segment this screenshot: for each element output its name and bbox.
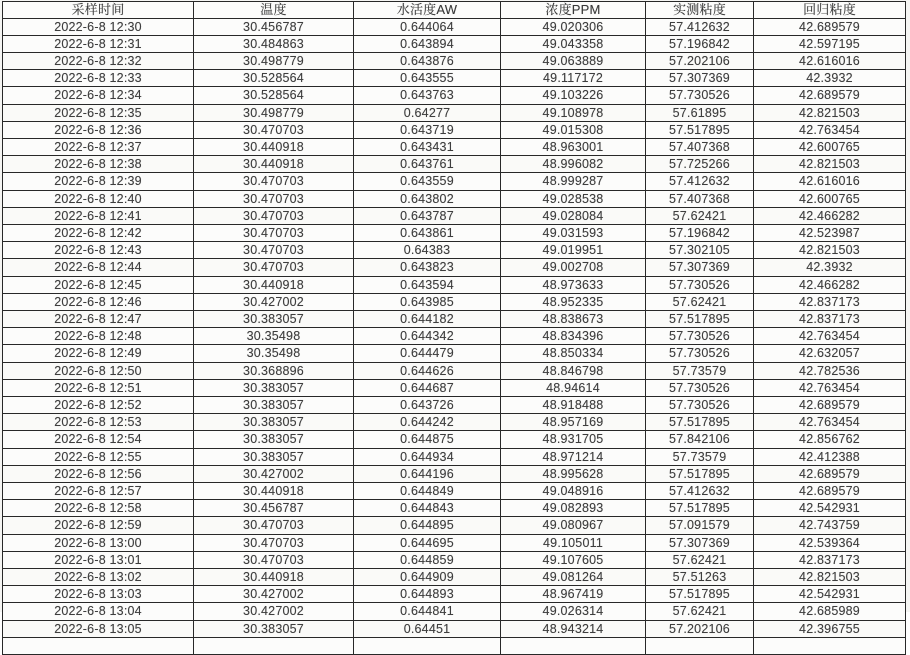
table-cell: 57.517895: [646, 310, 754, 327]
table-cell: 30.427002: [194, 465, 354, 482]
table-cell: 57.61895: [646, 104, 754, 121]
table-cell: 49.019951: [501, 242, 646, 259]
table-cell: 42.542931: [754, 500, 906, 517]
table-cell: 49.028538: [501, 190, 646, 207]
table-cell: 30.470703: [194, 121, 354, 138]
table-cell: 2022-6-8 12:31: [3, 35, 194, 52]
table-row: [3, 87, 906, 104]
table-cell: 0.644342: [354, 328, 501, 345]
table-row: [3, 362, 906, 379]
table-cell: 30.440918: [194, 569, 354, 586]
table-cell: 48.963001: [501, 138, 646, 155]
table-cell: 42.539364: [754, 534, 906, 551]
table-cell: 57.202106: [646, 620, 754, 637]
table-cell: 0.643823: [354, 259, 501, 276]
table-cell: 0.644934: [354, 448, 501, 465]
table-cell: 48.94614: [501, 379, 646, 396]
column-header: 水活度AW: [354, 2, 501, 19]
column-header: 回归粘度: [754, 2, 906, 19]
data-table: [2, 1, 906, 655]
table-cell: 57.196842: [646, 35, 754, 52]
table-cell: 42.782536: [754, 362, 906, 379]
table-row: [3, 190, 906, 207]
table-cell: 2022-6-8 13:02: [3, 569, 194, 586]
table-cell: 42.821503: [754, 104, 906, 121]
table-row: [3, 551, 906, 568]
table-cell: 2022-6-8 12:54: [3, 431, 194, 448]
table-cell: 42.837173: [754, 310, 906, 327]
table-cell: 42.685989: [754, 603, 906, 620]
table-cell: 2022-6-8 12:32: [3, 52, 194, 69]
table-cell: 49.026314: [501, 603, 646, 620]
table-cell: 57.730526: [646, 87, 754, 104]
table-cell: 2022-6-8 12:55: [3, 448, 194, 465]
table-cell: 49.043358: [501, 35, 646, 52]
table-cell: 42.837173: [754, 551, 906, 568]
table-cell: 49.048916: [501, 482, 646, 499]
table-cell: 30.528564: [194, 70, 354, 87]
table-cell: 0.644843: [354, 500, 501, 517]
table-cell: 42.763454: [754, 379, 906, 396]
table-cell: 57.725266: [646, 156, 754, 173]
table-cell: 42.3932: [754, 70, 906, 87]
table-cell: 30.470703: [194, 551, 354, 568]
table-cell: 2022-6-8 12:49: [3, 345, 194, 362]
table-cell: 57.62421: [646, 207, 754, 224]
table-row: [3, 500, 906, 517]
table-cell: 2022-6-8 12:34: [3, 87, 194, 104]
table-cell: 30.470703: [194, 224, 354, 241]
table-cell: 0.643861: [354, 224, 501, 241]
table-cell: 57.730526: [646, 345, 754, 362]
table-cell: 49.081264: [501, 569, 646, 586]
table-cell: 0.644841: [354, 603, 501, 620]
table-cell: 2022-6-8 12:53: [3, 414, 194, 431]
table-row: [3, 173, 906, 190]
table-cell: 0.64451: [354, 620, 501, 637]
table-row: [3, 328, 906, 345]
table-cell: 57.62421: [646, 551, 754, 568]
table-cell: 48.967419: [501, 586, 646, 603]
table-cell: 2022-6-8 12:50: [3, 362, 194, 379]
table-cell: 42.689579: [754, 465, 906, 482]
table-cell: 0.64277: [354, 104, 501, 121]
table-cell: 30.470703: [194, 242, 354, 259]
table-cell: 42.396755: [754, 620, 906, 637]
table-cell: 48.971214: [501, 448, 646, 465]
table-cell: 57.407368: [646, 138, 754, 155]
table-cell: 42.763454: [754, 121, 906, 138]
table-row: [3, 586, 906, 603]
table-row: [3, 379, 906, 396]
table-row: [3, 18, 906, 35]
table-cell: 0.643763: [354, 87, 501, 104]
table-cell: 2022-6-8 12:33: [3, 70, 194, 87]
table-cell: 2022-6-8 12:35: [3, 104, 194, 121]
table-cell: 42.821503: [754, 242, 906, 259]
table-cell: 2022-6-8 12:38: [3, 156, 194, 173]
table-cell: 48.996082: [501, 156, 646, 173]
table-cell: 2022-6-8 12:46: [3, 293, 194, 310]
table-cell: 0.643802: [354, 190, 501, 207]
table-cell: 30.368896: [194, 362, 354, 379]
table-cell: 57.302105: [646, 242, 754, 259]
table-cell: 30.383057: [194, 620, 354, 637]
table-cell: 0.644875: [354, 431, 501, 448]
table-cell: 57.51263: [646, 569, 754, 586]
table-cell: 30.484863: [194, 35, 354, 52]
table-cell: 49.028084: [501, 207, 646, 224]
table-cell: 42.523987: [754, 224, 906, 241]
table-cell: 49.002708: [501, 259, 646, 276]
table-cell: 2022-6-8 12:51: [3, 379, 194, 396]
table-cell: 57.730526: [646, 276, 754, 293]
table-cell: 48.999287: [501, 173, 646, 190]
table-cell: 57.412632: [646, 482, 754, 499]
table-row: [3, 396, 906, 413]
column-header: 实测粘度: [646, 2, 754, 19]
table-cell: 49.031593: [501, 224, 646, 241]
table-cell: 48.846798: [501, 362, 646, 379]
table-header: [3, 2, 906, 19]
table-cell: 42.837173: [754, 293, 906, 310]
table-cell: 48.838673: [501, 310, 646, 327]
table-cell: 48.995628: [501, 465, 646, 482]
table-cell: 30.383057: [194, 379, 354, 396]
table-cell: 2022-6-8 12:40: [3, 190, 194, 207]
table-cell: 2022-6-8 13:04: [3, 603, 194, 620]
table-row: [3, 259, 906, 276]
table-cell: 57.517895: [646, 414, 754, 431]
table-cell: 30.470703: [194, 190, 354, 207]
table-row: [3, 242, 906, 259]
table-cell: 30.35498: [194, 328, 354, 345]
table-cell: 48.931705: [501, 431, 646, 448]
table-cell: 57.196842: [646, 224, 754, 241]
table-cell: 2022-6-8 13:03: [3, 586, 194, 603]
table-cell: 49.082893: [501, 500, 646, 517]
table-cell: 42.763454: [754, 328, 906, 345]
table-cell: 30.470703: [194, 259, 354, 276]
table-cell: 49.020306: [501, 18, 646, 35]
table-cell: 57.407368: [646, 190, 754, 207]
table-row: [3, 465, 906, 482]
table-cell: 57.730526: [646, 379, 754, 396]
table-cell: 0.64383: [354, 242, 501, 259]
table-cell: 42.542931: [754, 586, 906, 603]
table-cell: 0.644687: [354, 379, 501, 396]
table-row: [3, 310, 906, 327]
table-cell: 30.427002: [194, 293, 354, 310]
table-cell: 57.202106: [646, 52, 754, 69]
table-cell: 49.015308: [501, 121, 646, 138]
table-cell: 2022-6-8 12:30: [3, 18, 194, 35]
table-cell: 57.517895: [646, 500, 754, 517]
table-cell: [194, 637, 354, 654]
table-cell: 30.470703: [194, 517, 354, 534]
table-row: [3, 534, 906, 551]
table-cell: 48.943214: [501, 620, 646, 637]
table-cell: 0.643559: [354, 173, 501, 190]
table-cell: 48.973633: [501, 276, 646, 293]
table-cell: 42.856762: [754, 431, 906, 448]
table-cell: 0.644182: [354, 310, 501, 327]
table-cell: 2022-6-8 13:05: [3, 620, 194, 637]
table-row: [3, 482, 906, 499]
table-cell: 2022-6-8 12:47: [3, 310, 194, 327]
table-cell: 30.528564: [194, 87, 354, 104]
table-cell: 42.412388: [754, 448, 906, 465]
table-cell: 30.427002: [194, 586, 354, 603]
table-cell: 2022-6-8 12:36: [3, 121, 194, 138]
table-cell: 0.644626: [354, 362, 501, 379]
table-cell: [501, 637, 646, 654]
table-cell: 57.73579: [646, 448, 754, 465]
table-cell: 30.470703: [194, 534, 354, 551]
table-cell: 57.73579: [646, 362, 754, 379]
table-cell: 30.440918: [194, 276, 354, 293]
table-cell: 30.456787: [194, 18, 354, 35]
table-cell: 42.616016: [754, 52, 906, 69]
table-cell: 57.517895: [646, 465, 754, 482]
table-row: [3, 569, 906, 586]
table-cell: 48.850334: [501, 345, 646, 362]
table-row: [3, 35, 906, 52]
table-row: [3, 620, 906, 637]
table-row: [3, 637, 906, 654]
table-cell: 2022-6-8 13:00: [3, 534, 194, 551]
table-cell: 49.063889: [501, 52, 646, 69]
table-cell: 30.383057: [194, 396, 354, 413]
table-cell: 42.743759: [754, 517, 906, 534]
table-cell: 30.498779: [194, 52, 354, 69]
table-cell: 0.644859: [354, 551, 501, 568]
table-row: [3, 517, 906, 534]
table-cell: 2022-6-8 13:01: [3, 551, 194, 568]
table-cell: 57.842106: [646, 431, 754, 448]
table-cell: 42.689579: [754, 18, 906, 35]
table-cell: 0.644909: [354, 569, 501, 586]
table-cell: 42.763454: [754, 414, 906, 431]
table-cell: 2022-6-8 12:44: [3, 259, 194, 276]
table-cell: 0.643594: [354, 276, 501, 293]
table-cell: 2022-6-8 12:43: [3, 242, 194, 259]
table-cell: 57.307369: [646, 259, 754, 276]
table-cell: 42.3932: [754, 259, 906, 276]
table-cell: 2022-6-8 12:37: [3, 138, 194, 155]
table-cell: 42.600765: [754, 190, 906, 207]
table-row: [3, 414, 906, 431]
table-cell: 0.643876: [354, 52, 501, 69]
table-cell: 2022-6-8 12:41: [3, 207, 194, 224]
table-cell: 0.644064: [354, 18, 501, 35]
table-cell: 57.730526: [646, 328, 754, 345]
table-cell: 0.644895: [354, 517, 501, 534]
table-row: [3, 603, 906, 620]
table-cell: 30.470703: [194, 173, 354, 190]
table-cell: 48.918488: [501, 396, 646, 413]
table-cell: 30.470703: [194, 207, 354, 224]
table-cell: 49.108978: [501, 104, 646, 121]
table-cell: 2022-6-8 12:45: [3, 276, 194, 293]
table-cell: 42.466282: [754, 207, 906, 224]
table-cell: 49.103226: [501, 87, 646, 104]
table-cell: 42.689579: [754, 396, 906, 413]
table-cell: 57.517895: [646, 586, 754, 603]
table-cell: 2022-6-8 12:57: [3, 482, 194, 499]
table-row: [3, 156, 906, 173]
table-cell: 30.427002: [194, 603, 354, 620]
table-cell: 42.466282: [754, 276, 906, 293]
table-row: [3, 224, 906, 241]
table-cell: 42.597195: [754, 35, 906, 52]
table-row: [3, 293, 906, 310]
table-row: [3, 138, 906, 155]
table-cell: 30.383057: [194, 431, 354, 448]
table-cell: 0.643719: [354, 121, 501, 138]
table-cell: 0.644196: [354, 465, 501, 482]
table-cell: 0.643726: [354, 396, 501, 413]
table-row: [3, 345, 906, 362]
table-cell: 57.517895: [646, 121, 754, 138]
table-cell: 0.643431: [354, 138, 501, 155]
table-cell: 48.952335: [501, 293, 646, 310]
table-row: [3, 104, 906, 121]
table-cell: [354, 637, 501, 654]
table-cell: 0.644849: [354, 482, 501, 499]
column-header: 温度: [194, 2, 354, 19]
table-cell: 49.117172: [501, 70, 646, 87]
table-cell: 30.383057: [194, 310, 354, 327]
table-cell: 2022-6-8 12:48: [3, 328, 194, 345]
table-cell: 57.730526: [646, 396, 754, 413]
table-cell: 30.383057: [194, 448, 354, 465]
table-cell: 0.644893: [354, 586, 501, 603]
table-cell: 0.644695: [354, 534, 501, 551]
table-row: [3, 448, 906, 465]
table-cell: 2022-6-8 12:52: [3, 396, 194, 413]
table-cell: 2022-6-8 12:58: [3, 500, 194, 517]
table-cell: 57.62421: [646, 293, 754, 310]
table-cell: 2022-6-8 12:59: [3, 517, 194, 534]
table-row: [3, 431, 906, 448]
table-row: [3, 121, 906, 138]
column-header: 浓度PPM: [501, 2, 646, 19]
table-cell: 42.821503: [754, 156, 906, 173]
table-row: [3, 70, 906, 87]
table-cell: 30.456787: [194, 500, 354, 517]
table-row: [3, 52, 906, 69]
table-cell: 57.62421: [646, 603, 754, 620]
table-cell: 57.412632: [646, 18, 754, 35]
table-cell: 30.440918: [194, 138, 354, 155]
table-cell: 49.107605: [501, 551, 646, 568]
table-cell: 0.644479: [354, 345, 501, 362]
table-cell: 42.689579: [754, 482, 906, 499]
table-cell: 49.105011: [501, 534, 646, 551]
table-cell: [646, 637, 754, 654]
table-cell: 0.644242: [354, 414, 501, 431]
table-cell: 0.643761: [354, 156, 501, 173]
table-row: [3, 276, 906, 293]
table-cell: [3, 637, 194, 654]
table-cell: 57.307369: [646, 534, 754, 551]
table-cell: 42.616016: [754, 173, 906, 190]
table-cell: 0.643787: [354, 207, 501, 224]
table-cell: 30.383057: [194, 414, 354, 431]
table-cell: 0.643555: [354, 70, 501, 87]
table-cell: 2022-6-8 12:42: [3, 224, 194, 241]
table-cell: 2022-6-8 12:39: [3, 173, 194, 190]
table-header-row: [3, 2, 906, 19]
column-header: 采样时间: [3, 2, 194, 19]
table-cell: 42.600765: [754, 138, 906, 155]
table-cell: 57.091579: [646, 517, 754, 534]
table-body: [3, 18, 906, 655]
table-cell: 42.632057: [754, 345, 906, 362]
table-cell: 30.35498: [194, 345, 354, 362]
table-cell: 2022-6-8 12:56: [3, 465, 194, 482]
table-cell: 30.440918: [194, 482, 354, 499]
table-cell: 42.689579: [754, 87, 906, 104]
table-cell: 0.643894: [354, 35, 501, 52]
table-cell: 0.643985: [354, 293, 501, 310]
table-row: [3, 207, 906, 224]
table-cell: 30.498779: [194, 104, 354, 121]
table-cell: [754, 637, 906, 654]
table-cell: 42.821503: [754, 569, 906, 586]
table-cell: 48.957169: [501, 414, 646, 431]
table-cell: 57.412632: [646, 173, 754, 190]
table-cell: 48.834396: [501, 328, 646, 345]
table-cell: 30.440918: [194, 156, 354, 173]
table-cell: 57.307369: [646, 70, 754, 87]
table-cell: 49.080967: [501, 517, 646, 534]
